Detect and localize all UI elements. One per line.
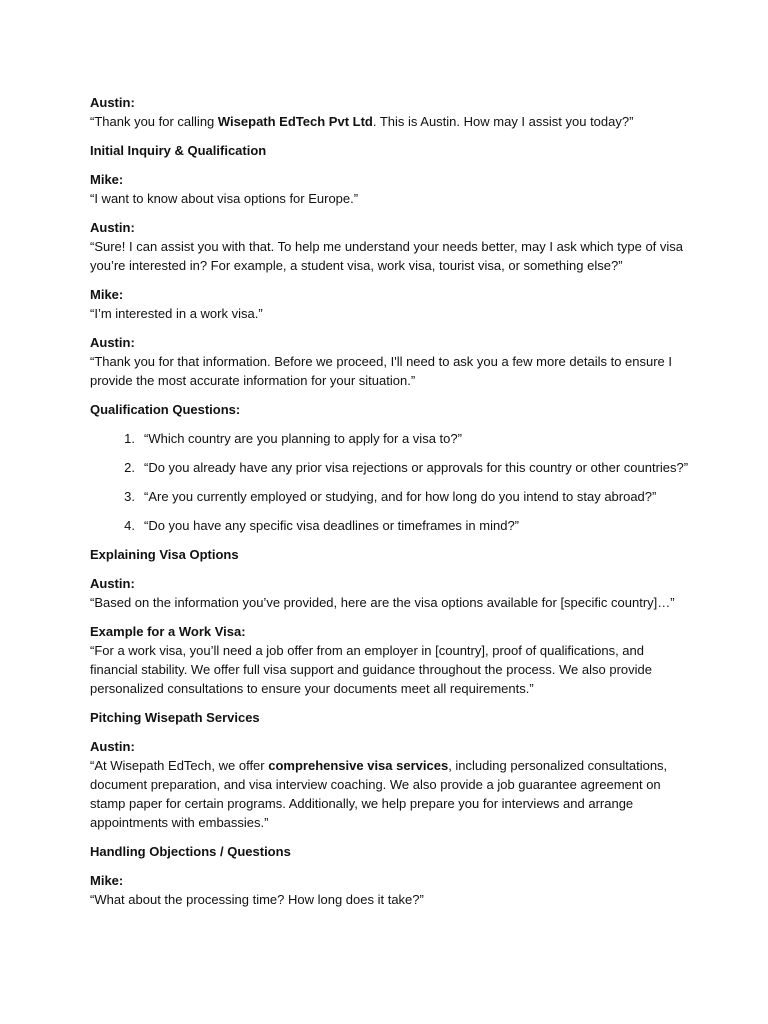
question-number: 4. [124,518,135,533]
question-text: “Which country are you planning to apply for a visa to?” [144,431,462,446]
dialogue-block [90,285,690,323]
dialogue-block [90,170,690,208]
dialogue-line [90,112,690,131]
dialogue-block [90,218,690,275]
dialogue-block [90,574,690,612]
dialogue-block [90,871,690,909]
dialogue-text: appointments with embassies.” [90,815,269,830]
dialogue-line [90,371,690,390]
dialogue-line [90,352,690,371]
dialogue-line [90,794,690,813]
dialogue-line [90,660,690,679]
speaker-label: Example for a Work Visa: [90,624,246,639]
question-text: “Do you already have any prior visa rejections or approvals for this country or other countries?” [144,460,689,475]
dialogue-line [90,813,690,832]
dialogue-block [90,737,690,832]
dialogue-text: stamp paper for certain programs. Additionally, we help prepare you for interviews and arrange [90,796,634,811]
dialogue-line [90,593,690,612]
speaker-label: Austin: [90,95,135,110]
section-heading-text: Initial Inquiry & Qualification [90,143,267,158]
dialogue-line [90,189,690,208]
dialogue-line [90,237,690,256]
bold-emphasis: comprehensive visa services [268,758,449,773]
dialogue-line [90,256,690,275]
question-item [90,516,690,545]
bold-emphasis: Wisepath EdTech Pvt Ltd [217,114,373,129]
dialogue-text: “Thank you for that information. Before we proceed, I'll need to ask you a few more details to ensure I [90,354,673,369]
speaker-label: Mike: [90,873,124,888]
speaker-label: Mike: [90,287,124,302]
section-heading-text: Qualification Questions: [90,402,241,417]
dialogue-text: , including personalized consultations, [448,758,668,773]
dialogue-line [90,679,690,698]
section-heading [90,842,690,861]
dialogue-line [90,304,690,323]
document-page [90,93,690,919]
question-item [90,458,690,487]
section-heading [90,141,690,160]
dialogue-text: you’re interested in? For example, a student visa, work visa, tourist visa, or something else?” [90,258,623,273]
qualification-questions-list [90,429,690,545]
section-heading-text: Explaining Visa Options [90,547,239,562]
dialogue-text: “Based on the information you’ve provided, here are the visa options available for [specific country]…” [90,595,675,610]
speaker-label: Mike: [90,172,124,187]
dialogue-text: . This is Austin. How may I assist you today?” [372,114,634,129]
speaker-label: Austin: [90,335,135,350]
question-number: 2. [124,460,135,475]
speaker-label: Austin: [90,576,135,591]
dialogue-text: “Sure! I can assist you with that. To help me understand your needs better, may I ask which type of visa [90,239,684,254]
speaker-label: Austin: [90,220,135,235]
question-text: “Are you currently employed or studying, and for how long do you intend to stay abroad?” [144,489,657,504]
dialogue-text: personalized consultations to ensure your documents meet all requirements.” [90,681,534,696]
dialogue-text: provide the most accurate information for your situation.” [90,373,416,388]
section-heading-text: Pitching Wisepath Services [90,710,260,725]
dialogue-block [90,93,690,131]
dialogue-text: “Thank you for calling [90,114,218,129]
dialogue-text: “What about the processing time? How long does it take?” [90,892,424,907]
dialogue-text: “I’m interested in a work visa.” [90,306,263,321]
question-item [90,487,690,516]
dialogue-line [90,641,690,660]
question-number: 1. [124,431,135,446]
question-item [90,429,690,458]
dialogue-block [90,333,690,390]
section-heading [90,708,690,727]
dialogue-text: “I want to know about visa options for Europe.” [90,191,359,206]
transcript-part-2 [90,545,690,909]
dialogue-line [90,890,690,909]
speaker-label: Austin: [90,739,135,754]
section-heading-text: Handling Objections / Questions [90,844,291,859]
dialogue-line [90,775,690,794]
dialogue-block [90,622,690,698]
dialogue-text: financial stability. We offer full visa support and guidance throughout the process. We also provide [90,662,652,677]
question-number: 3. [124,489,135,504]
dialogue-text: “At Wisepath EdTech, we offer [90,758,269,773]
section-heading [90,400,690,419]
transcript-part-1 [90,93,690,419]
dialogue-line [90,756,690,775]
section-heading [90,545,690,564]
dialogue-text: “For a work visa, you’ll need a job offer from an employer in [country], proof of qualifications, and [90,643,644,658]
dialogue-text: document preparation, and visa interview coaching. We also provide a job guarantee agreement on [90,777,661,792]
question-text: “Do you have any specific visa deadlines or timeframes in mind?” [144,518,520,533]
